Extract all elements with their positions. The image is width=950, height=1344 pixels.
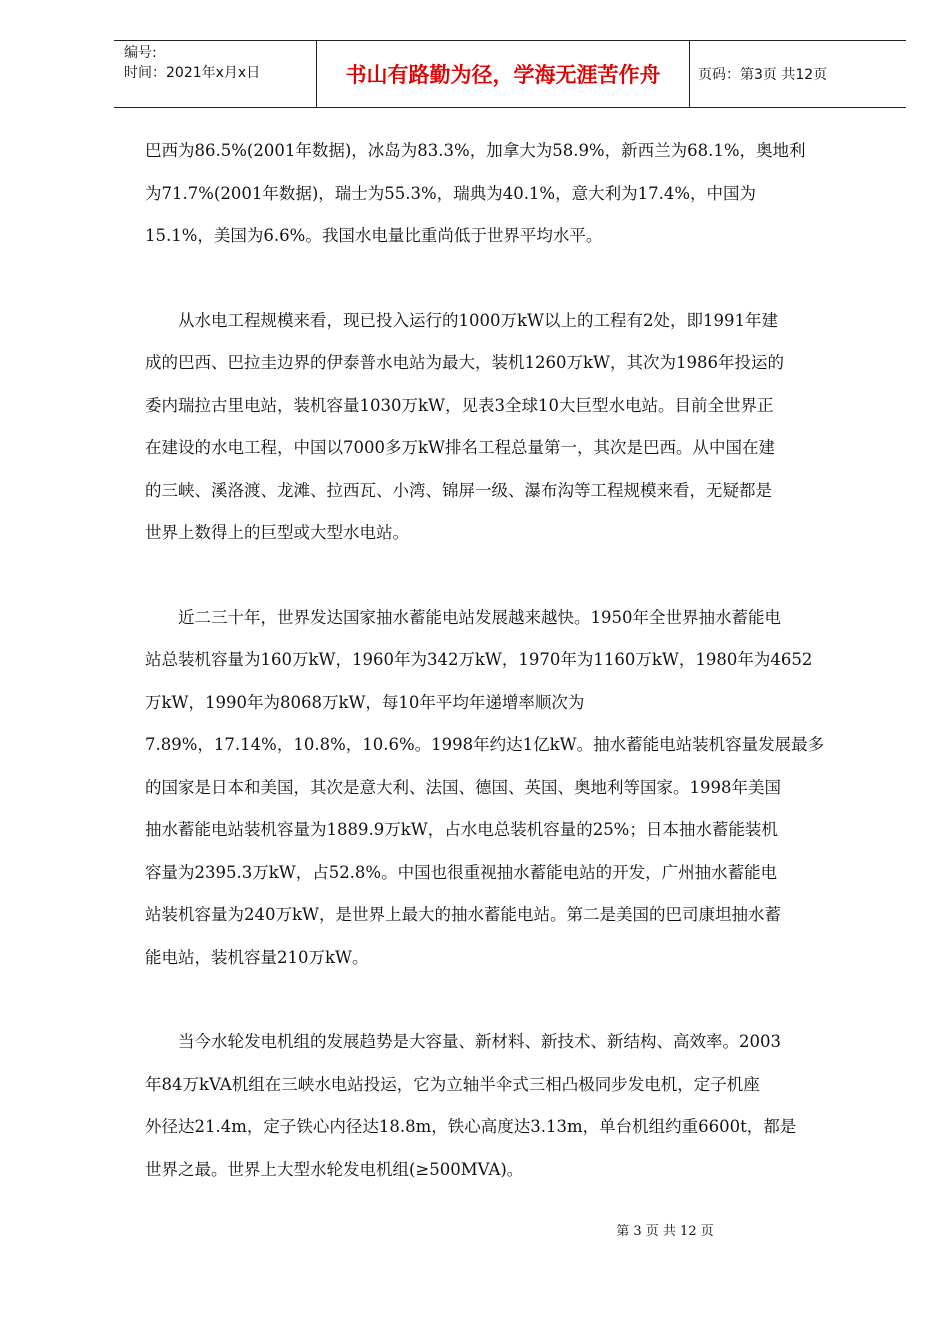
- document-time-label: 时间：2021年x月x日: [124, 65, 261, 81]
- text-line: 站总装机容量为160万kW，1960年为342万kW，1970年为1160万kW，1980年为4652: [145, 650, 813, 669]
- text-line: 抽水蓄能电站装机容量为1889.9万kW，占水电总装机容量的25%；日本抽水蓄能装机: [145, 820, 778, 839]
- paragraph-2: [145, 300, 877, 555]
- text-line: 世界之最。世界上大型水轮发电机组(≥500MVA)。: [145, 1159, 524, 1179]
- document-number-label: 编号:: [124, 45, 157, 61]
- text-line: 在建设的水电工程，中国以7000多万kW排名工程总量第一，其次是巴西。从中国在建: [145, 438, 775, 457]
- header-left-cell: [114, 41, 316, 107]
- text-line: 外径达21.4m，定子铁心内径达18.8m，铁心高度达3.13m，单台机组约重6600t，都是: [145, 1117, 797, 1136]
- text-line: 巴西为86.5%(2001年数据)，冰岛为83.3%，加拿大为58.9%，新西兰为68.1%，奥地利: [145, 141, 806, 160]
- text-line: 15.1%，美国为6.6%。我国水电量比重尚低于世界平均水平。: [145, 226, 603, 245]
- header-motto: 书山有路勤为径，学海无涯苦作舟: [316, 41, 690, 107]
- text-line: 世界上数得上的巨型或大型水电站。: [145, 523, 409, 542]
- text-line: 的三峡、溪洛渡、龙滩、拉西瓦、小湾、锦屏一级、瀑布沟等工程规模来看，无疑都是: [145, 480, 772, 500]
- text-line: 万kW，1990年为8068万kW，每10年平均年递增率顺次为: [145, 692, 585, 712]
- text-line: 7.89%，17.14%，10.8%，10.6%。1998年约达1亿kW。抽水蓄能电站装机容量发展最多: [145, 735, 825, 754]
- paragraph-1: [145, 130, 877, 258]
- text-line: 年84万kVA机组在三峡水电站投运，它为立轴半伞式三相凸极同步发电机，定子机座: [145, 1074, 760, 1094]
- paragraph-3: [145, 597, 877, 980]
- text-line: 成的巴西、巴拉圭边界的伊泰普水电站为最大，装机1260万kW，其次为1986年投运的: [145, 353, 784, 372]
- text-line: 当今水轮发电机组的发展趋势是大容量、新材料、新技术、新结构、高效率。2003: [178, 1032, 781, 1051]
- text-line: 的国家是日本和美国，其次是意大利、法国、德国、英国、奥地利等国家。1998年美国: [145, 777, 781, 797]
- text-line: 为71.7%(2001年数据)，瑞士为55.3%，瑞典为40.1%，意大利为17.4%，中国为: [145, 183, 757, 203]
- text-line: 能电站，装机容量210万kW。: [145, 947, 369, 967]
- paragraph-4: [145, 1021, 877, 1191]
- header-page-info: 页码：第3页 共12页: [698, 67, 828, 83]
- text-line: 站装机容量为240万kW，是世界上最大的抽水蓄能电站。第二是美国的巴司康坦抽水蓄: [145, 905, 781, 924]
- text-line: 容量为2395.3万kW，占52.8%。中国也很重视抽水蓄能电站的开发，广州抽水蓄能电: [145, 862, 778, 882]
- text-line: 从水电工程规模来看，现已投入运行的1000万kW以上的工程有2处，即1991年建: [178, 310, 778, 330]
- text-line: 委内瑞拉古里电站，装机容量1030万kW，见表3全球10大巨型水电站。目前全世界正: [145, 395, 774, 415]
- document-body: [145, 130, 877, 1191]
- text-line: 近二三十年，世界发达国家抽水蓄能电站发展越来越快。1950年全世界抽水蓄能电: [178, 607, 781, 627]
- page-footer: 第 3 页 共 12 页: [616, 1224, 714, 1239]
- page-header: [114, 40, 906, 108]
